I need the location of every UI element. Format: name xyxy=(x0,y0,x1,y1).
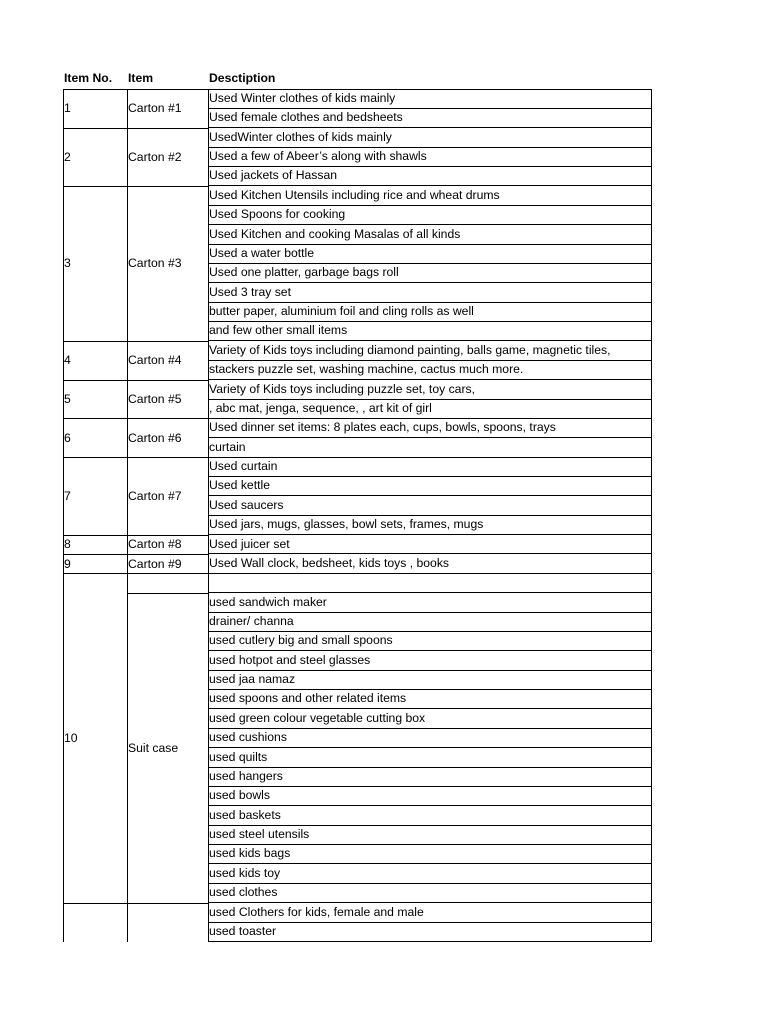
description-cell: Used female clothes and bedsheets xyxy=(208,108,652,128)
description-cell: , abc mat, jenga, sequence, , art kit of girl xyxy=(208,399,652,419)
description-cell: Used Spoons for cooking xyxy=(208,205,652,225)
description-cell xyxy=(208,573,652,593)
group-border xyxy=(63,903,208,904)
description-cell: drainer/ channa xyxy=(208,612,652,632)
header-item-no: Item No. xyxy=(64,71,113,85)
description-cell: Used 3 tray set xyxy=(208,283,652,303)
description-cell: used baskets xyxy=(208,806,652,826)
description-cell: Used a few of Abeer’s along with shawls xyxy=(208,147,652,167)
column-border xyxy=(63,89,64,942)
item-name: Carton #4 xyxy=(128,353,182,368)
item-number: 5 xyxy=(64,391,71,406)
item-number: 2 xyxy=(64,149,71,164)
description-cell: Used one platter, garbage bags roll xyxy=(208,263,652,283)
item-name: Carton #5 xyxy=(128,391,182,406)
description-cell: stackers puzzle set, washing machine, cactus much more. xyxy=(208,360,652,380)
description-cell: UsedWinter clothes of kids mainly xyxy=(208,128,652,148)
item-number: 8 xyxy=(64,537,71,552)
description-cell: Used dinner set items: 8 plates each, cups, bowls, spoons, trays xyxy=(208,418,652,438)
item-name: Carton #1 xyxy=(128,101,182,116)
description-cell: used hangers xyxy=(208,767,652,787)
description-cell: Used jars, mugs, glasses, bowl sets, frames, mugs xyxy=(208,515,652,535)
group-border xyxy=(63,418,208,419)
description-cell: used bowls xyxy=(208,786,652,806)
group-border xyxy=(63,128,208,129)
group-border xyxy=(63,341,208,342)
item-number: 3 xyxy=(64,256,71,271)
description-cell: Variety of Kids toys including puzzle set, toy cars, xyxy=(208,380,652,400)
description-cell: Used Kitchen Utensils including rice and wheat drums xyxy=(208,186,652,206)
column-border xyxy=(208,89,209,942)
column-border xyxy=(651,89,652,942)
item-name: Carton #8 xyxy=(128,537,182,552)
group-border xyxy=(63,573,208,574)
description-cell: curtain xyxy=(208,438,652,458)
description-cell: used quilts xyxy=(208,748,652,768)
description-cell: butter paper, aluminium foil and cling rolls as well xyxy=(208,302,652,322)
item-number: 7 xyxy=(64,488,71,503)
item-number: 6 xyxy=(64,430,71,445)
group-border xyxy=(63,186,208,187)
description-cell: Used Winter clothes of kids mainly xyxy=(208,89,652,109)
description-cell: used cutlery big and small spoons xyxy=(208,631,652,651)
description-cell: used clothes xyxy=(208,883,652,903)
description-cell: Used juicer set xyxy=(208,535,652,555)
description-cell: used spoons and other related items xyxy=(208,689,652,709)
item-name: Carton #7 xyxy=(128,488,182,503)
description-cell: used kids bags xyxy=(208,844,652,864)
description-cell: used hotpot and steel glasses xyxy=(208,651,652,671)
description-cell: used steel utensils xyxy=(208,825,652,845)
header-item: Item xyxy=(128,71,154,85)
group-border xyxy=(63,380,208,381)
description-cell: Variety of Kids toys including diamond painting, balls game, magnetic tiles, xyxy=(208,341,652,361)
description-cell: Used a water bottle xyxy=(208,244,652,264)
description-cell: used Clothers for kids, female and male xyxy=(208,903,652,923)
description-cell: used green colour vegetable cutting box xyxy=(208,709,652,729)
item-number: 4 xyxy=(64,353,71,368)
description-cell: Used Wall clock, bedsheet, kids toys , books xyxy=(208,554,652,574)
description-cell: used kids toy xyxy=(208,864,652,884)
column-border xyxy=(127,89,128,942)
item-column-border xyxy=(127,593,208,594)
item-name: Carton #6 xyxy=(128,430,182,445)
item-name: Suit case xyxy=(128,740,179,755)
description-cell: Used Kitchen and cooking Masalas of all kinds xyxy=(208,225,652,245)
header-description: Desctiption xyxy=(209,71,276,85)
item-name: Carton #3 xyxy=(128,256,182,271)
description-cell: and few other small items xyxy=(208,321,652,341)
item-name: Carton #2 xyxy=(128,149,182,164)
description-cell: used cushions xyxy=(208,728,652,748)
description-cell: used jaa namaz xyxy=(208,670,652,690)
description-cell: Used saucers xyxy=(208,496,652,516)
item-number: 10 xyxy=(64,730,78,745)
item-name: Carton #9 xyxy=(128,556,182,571)
description-cell: Used jackets of Hassan xyxy=(208,166,652,186)
description-cell: used toaster xyxy=(208,922,652,942)
description-cell: Used kettle xyxy=(208,476,652,496)
item-number: 1 xyxy=(64,101,71,116)
item-number: 9 xyxy=(64,556,71,571)
group-border xyxy=(63,457,208,458)
description-cell: used sandwich maker xyxy=(208,593,652,613)
description-cell: Used curtain xyxy=(208,457,652,477)
